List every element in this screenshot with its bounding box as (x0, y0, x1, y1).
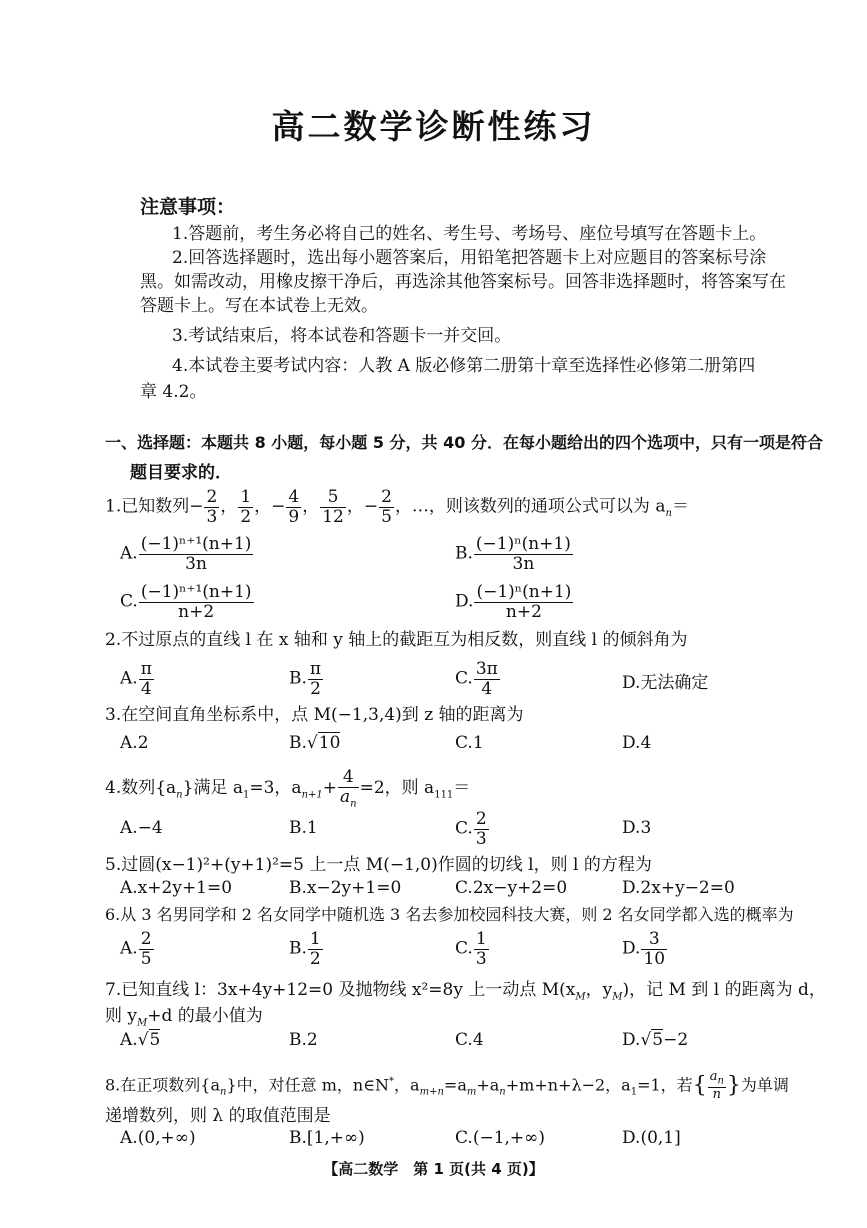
question-5-stem: 5.过圆(x−1)²+(y+1)²=5 上一点 M(−1,0)作圆的切线 l，则 l 的方程为 (105, 855, 652, 875)
q1-option-a[interactable]: A. $\frac{\text{(−1)ⁿ⁺¹(n+1)}}{3n}$ (120, 534, 252, 574)
question-8-stem-2: 递增数列，则 λ 的取值范围是 (105, 1106, 331, 1126)
q3-option-c[interactable]: C.1 (455, 733, 484, 753)
q1-term-5: $\frac{2}{5}$ (381, 487, 392, 527)
page-title: 高二数学诊断性练习 (271, 107, 596, 146)
q4-option-d[interactable]: D.3 (622, 818, 652, 838)
q6-option-b[interactable]: B. $\frac{1}{2}$ (289, 929, 321, 969)
page-footer: 【高二数学 第 1 页(共 4 页)】 (323, 1160, 544, 1178)
q8-option-a[interactable]: A.(0,+∞) (120, 1128, 196, 1148)
question-1-stem: 1.已知数列− $\frac{2}{3}$ ， $\frac{1}{2}$ ，− $\frac{4}{9}$ ， $\frac{5}{12}$ ，− $\frac{2}{5}$ ，…，则该数列的通项公式可以为 $a_n=$ (105, 487, 689, 527)
notice-line-2: 2.回答选择题时，选出每小题答案后，用铅笔把答题卡上对应题目的答案标号涂 (172, 248, 767, 268)
q1-term-3: $\frac{4}{9}$ (288, 487, 300, 527)
q7-option-b[interactable]: B.2 (289, 1030, 318, 1050)
section-heading: 一、选择题：本题共 8 小题，每小题 5 分，共 40 分．在每小题给出的四个选项中，只有一项是符合 (105, 433, 823, 452)
q3-option-b[interactable]: B.√10 (289, 733, 341, 753)
q6-option-c[interactable]: C. $\frac{1}{3}$ (455, 929, 487, 969)
q5-option-c[interactable]: C.2x−y+2=0 (455, 878, 568, 898)
q5-option-d[interactable]: D.2x+y−2=0 (622, 878, 735, 898)
q1-option-d[interactable]: D. $\frac{\text{(−1)ⁿ(n+1)}}{n+2}$ (455, 582, 572, 622)
q6-option-d[interactable]: D. $\frac{3}{10}$ (622, 929, 666, 969)
q7-option-d[interactable]: D.√5−2 (622, 1030, 689, 1050)
notice-line-6: 4.本试卷主要考试内容：人教 A 版必修第二册第十章至选择性必修第二册第四 (172, 356, 756, 376)
q8-option-c[interactable]: C.(−1,+∞) (455, 1128, 545, 1148)
notice-line-1: 1.答题前，考生务必将自己的姓名、考生号、考场号、座位号填写在答题卡上。 (172, 224, 767, 244)
q2-option-b[interactable]: B. $\frac{\pi}{2}$ (289, 659, 322, 699)
q1-option-b[interactable]: B. $\frac{\text{(−1)ⁿ(n+1)}}{3n}$ (455, 534, 571, 574)
q3-option-a[interactable]: A.2 (120, 733, 149, 753)
q8-option-b[interactable]: B.[1,+∞) (289, 1128, 365, 1148)
q1-option-c[interactable]: C. $\frac{\text{(−1)ⁿ⁺¹(n+1)}}{n+2}$ (120, 582, 252, 622)
q3-option-d[interactable]: D.4 (622, 733, 652, 753)
q8-option-d[interactable]: D.(0,1] (622, 1128, 681, 1148)
q5-option-a[interactable]: A.x+2y+1=0 (120, 878, 233, 898)
q4-option-a[interactable]: A.−4 (120, 818, 163, 838)
q6-option-a[interactable]: A. $\frac{2}{5}$ (120, 929, 152, 969)
q5-option-b[interactable]: B.x−2y+1=0 (289, 878, 402, 898)
q4-option-c[interactable]: C. $\frac{2}{3}$ (455, 809, 487, 849)
question-4-stem: 4.数列$\{a_n\}$满足 $a_1=3$，$a_{n+1}+$ $\frac{4}{a_n}$ =2，则 $a_{111}=$ (105, 767, 471, 810)
notice-line-7: 章 4.2。 (140, 382, 207, 402)
notice-line-3: 黑。如需改动，用橡皮擦干净后，再选涂其他答案标号。回答非选择题时，将答案写在 (140, 272, 786, 292)
q1-term-1: $\frac{2}{3}$ (206, 487, 218, 527)
question-8-stem-1: 8.在正项数列$\{a_n\}$中，对任意 m，n∈N*，$a_{m+n}=a_m+a_n+m+n+\lambda-2$，$a_1=1$，若{ $\frac{a_n}{n}$ }为单调 (105, 1069, 789, 1102)
question-3-stem: 3.在空间直角坐标系中，点 M(−1,3,4)到 z 轴的距离为 (105, 705, 524, 725)
q7-option-c[interactable]: C.4 (455, 1030, 484, 1050)
question-2-stem: 2.不过原点的直线 l 在 x 轴和 y 轴上的截距互为相反数，则直线 l 的倾斜角为 (105, 630, 688, 650)
notice-heading: 注意事项： (140, 196, 236, 218)
question-6-stem: 6.从 3 名男同学和 2 名女同学中随机选 3 名去参加校园科技大赛，则 2 名女同学都入选的概率为 (105, 905, 794, 924)
question-7-stem-2: 则 $y_M+d$ 的最小值为 (105, 1006, 263, 1029)
q2-option-a[interactable]: A. $\frac{\pi}{4}$ (120, 659, 152, 699)
q4-option-b[interactable]: B.1 (289, 818, 318, 838)
notice-line-4: 答题卡上。写在本试卷上无效。 (140, 296, 378, 316)
notice-line-5: 3.考试结束后，将本试卷和答题卡一并交回。 (172, 326, 512, 346)
q2-option-d[interactable]: D.无法确定 (622, 673, 709, 693)
q1-term-2: $\frac{1}{2}$ (240, 487, 252, 527)
section-heading-2: 题目要求的． (130, 463, 232, 483)
q1-term-4: $\frac{5}{12}$ (322, 487, 344, 527)
question-7-stem-1: 7.已知直线 l：3x+4y+12=0 及抛物线 x²=8y 上一动点 $M(x_M$，$y_M$)，记 M 到 l 的距离为 d， (105, 980, 826, 1003)
q7-option-a[interactable]: A.√5 (120, 1030, 161, 1050)
q2-option-c[interactable]: C. $\frac{3\pi}{4}$ (455, 659, 498, 699)
